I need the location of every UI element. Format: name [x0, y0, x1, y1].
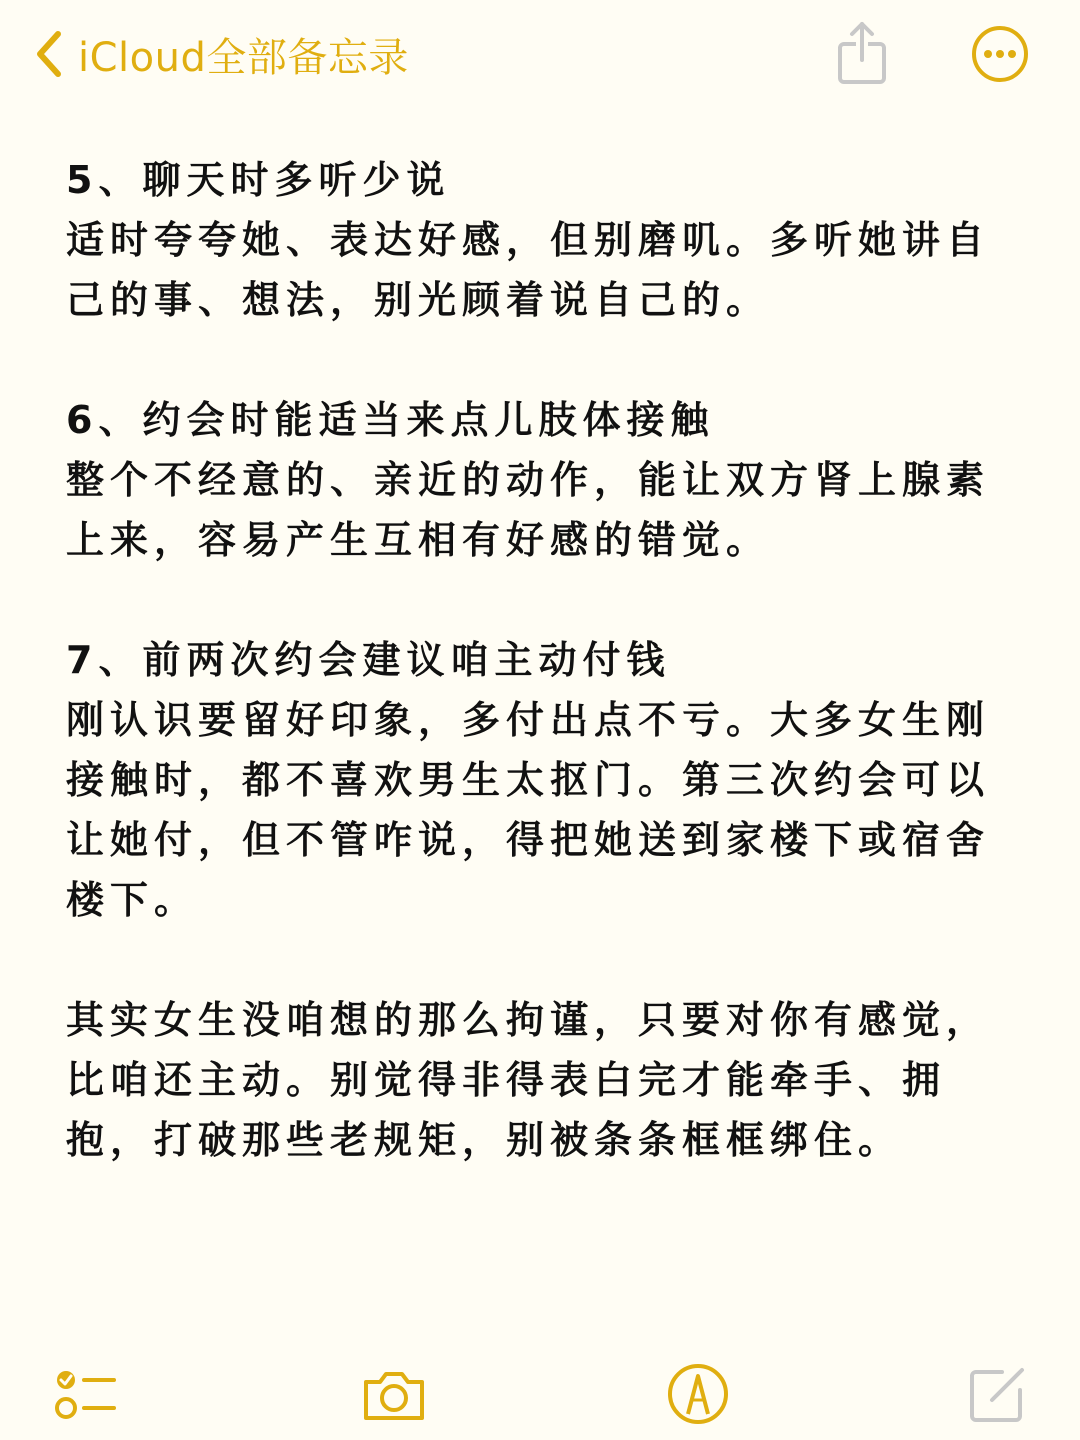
navigation-bar — [0, 0, 1080, 110]
chevron-left-icon — [28, 24, 72, 84]
markup-pen-icon — [662, 1358, 734, 1430]
share-icon — [832, 18, 892, 88]
section-paragraph: 适时夸夸她、表达好感，但别磨叽。多听她讲自己的事、想法，别光顾着说自己的。 — [66, 218, 991, 322]
section-heading: 5、聊天时多听少说 — [66, 158, 451, 202]
camera-icon — [358, 1358, 430, 1430]
compose-button[interactable] — [962, 1358, 1034, 1430]
markup-button[interactable] — [662, 1358, 734, 1430]
note-section — [66, 390, 1026, 570]
back-label: iCloud全部备忘录 — [78, 34, 409, 81]
note-section — [66, 150, 1026, 330]
checklist-icon — [50, 1358, 122, 1430]
more-options-button[interactable] — [970, 24, 1030, 84]
compose-icon — [962, 1358, 1034, 1430]
back-button[interactable] — [28, 24, 409, 84]
section-paragraph: 其实女生没咱想的那么拘谨，只要对你有感觉，比咱还主动。别觉得非得表白完才能牵手、拥抱，打破那些老规矩，别被条条框框绑住。 — [66, 998, 991, 1162]
checklist-button[interactable] — [50, 1358, 122, 1430]
section-heading: 7、前两次约会建议咱主动付钱 — [66, 638, 671, 682]
note-body[interactable] — [66, 150, 1026, 1230]
section-paragraph: 整个不经意的、亲近的动作，能让双方肾上腺素上来，容易产生互相有好感的错觉。 — [66, 458, 991, 562]
share-button[interactable] — [832, 18, 892, 88]
bottom-toolbar — [0, 1340, 1080, 1440]
section-heading: 6、约会时能适当来点儿肢体接触 — [66, 398, 715, 442]
note-section — [66, 630, 1026, 930]
camera-button[interactable] — [358, 1358, 430, 1430]
note-section — [66, 990, 1026, 1170]
ellipsis-circle-icon — [970, 24, 1030, 84]
section-paragraph: 刚认识要留好印象，多付出点不亏。大多女生刚接触时，都不喜欢男生太抠门。第三次约会可以让她付，但不管咋说，得把她送到家楼下或宿舍楼下。 — [66, 698, 991, 922]
